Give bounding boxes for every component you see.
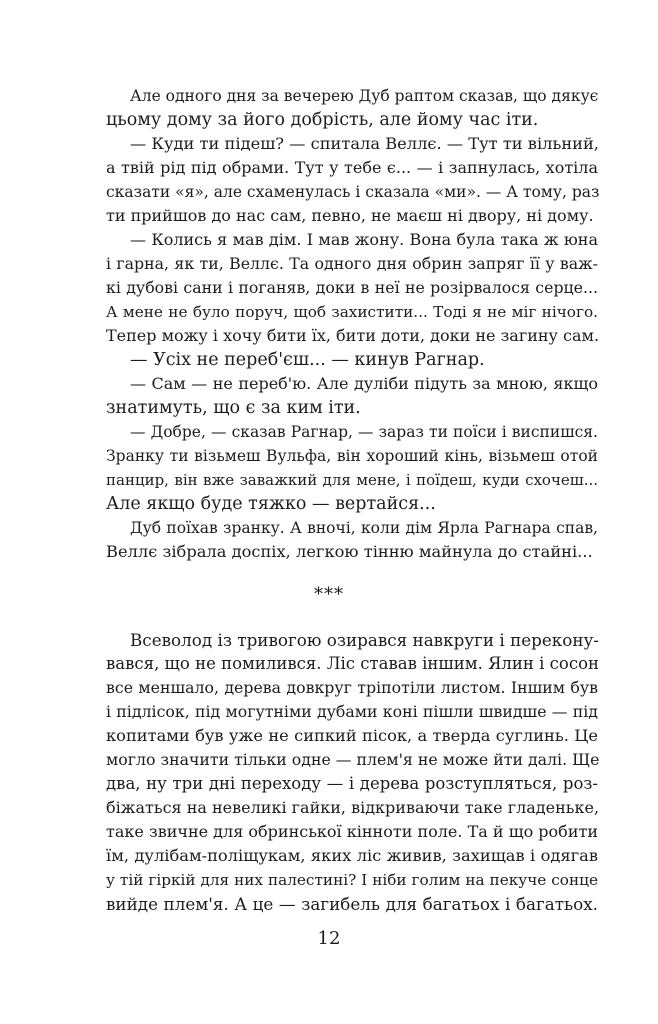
text-line: вийде плем'я. А це — загибель для багатьох і багатьох. xyxy=(106,894,598,914)
text-line: — Сам — не переб'ю. Але дуліби підуть за мною, якщо xyxy=(130,374,598,393)
text-line: їм, дулібам-поліщукам, яких ліс живив, захищав і одягав xyxy=(106,846,598,865)
text-line: Але одного дня за вечерею Дуб раптом сказав, що дякує xyxy=(130,87,599,105)
text-line: Але якщо буде тяжко — вертайся... xyxy=(106,494,436,514)
text-line: таке звичне для обринської кінноти поле. Та й що робити xyxy=(106,822,598,841)
text-line: Веллє зібрала доспіх, легкою тінню майнула до стайні... xyxy=(106,542,593,561)
text-line: панцир, він вже заважкий для мене, і поїдеш, куди схочеш... xyxy=(106,471,598,489)
text-line: два, ну три дні переходу — і дерева розступляться, роз- xyxy=(106,774,598,793)
text-line: цьому дому за його добрість, але йому час іти. xyxy=(106,110,539,130)
text-line: — Добре, — сказав Рагнар, — зараз ти поїси і виспишся. xyxy=(130,423,598,441)
text-line: а твій рід під обрами. Тут у тебе є... — і запнулась, хотіла xyxy=(106,158,598,177)
text-line: і підлісок, під могутніми дубами коні пішли швидше — під xyxy=(106,702,598,721)
text-line: знатимуть, що є за ким іти. xyxy=(106,398,361,418)
text-line: — Куди ти підеш? — спитала Веллє. — Тут ти вільний, xyxy=(130,134,599,153)
text-line: і гарна, як ти, Веллє. Та одного дня обрин запряг її у важ- xyxy=(106,254,598,273)
text-line: Тепер можу і хочу бити їх, бити доти, доки не загину сам. xyxy=(106,326,600,345)
text-line: А мене не було поруч, щоб захистити... Тоді я не міг нічого. xyxy=(106,303,598,321)
text-line: Всеволод із тривогою озирався навкруги і перекону- xyxy=(130,630,600,650)
text-line: у тій гіркій для них палестині? І ніби голим на пекуче сонце xyxy=(106,871,598,889)
text-line: все меншало, дерева довкруг тріпотіли листом. Іншим був xyxy=(106,678,598,697)
text-line: могло значити тільки одне — плем'я не може йти далі. Ще xyxy=(106,750,600,769)
text-line: біжаться на невеликі гайки, відкриваючи таке гладеньке, xyxy=(106,798,600,817)
text-line: ти прийшов до нас сам, певно, не маєш ні двору, ні дому. xyxy=(106,206,594,225)
text-line: копитами був уже не сипкий пісок, а тверда суглинь. Це xyxy=(106,726,598,745)
text-line: — Колись я мав дім. І мав жону. Вона була така ж юна xyxy=(130,230,598,249)
text-line: Зранку ти візьмеш Вульфа, він хороший кінь, візьмеш отой xyxy=(106,447,598,465)
page-number: 12 xyxy=(317,928,341,949)
text-line: — Усіх не переб'єш... — кинув Рагнар. xyxy=(130,350,485,370)
section-separator: *** xyxy=(314,584,344,605)
text-line: сказати «я», але схаменулась і сказала «ми». — А тому, раз xyxy=(106,183,600,201)
text-line: кі дубові сани і поганяв, доки в неї не розірвалося серце... xyxy=(106,278,598,297)
text-line: Дуб поїхав зранку. А вночі, коли дім Ярла Рагнара спав, xyxy=(130,519,598,537)
text-line: вався, що не помилився. Ліс ставав іншим. Ялин і сосон xyxy=(106,654,600,673)
